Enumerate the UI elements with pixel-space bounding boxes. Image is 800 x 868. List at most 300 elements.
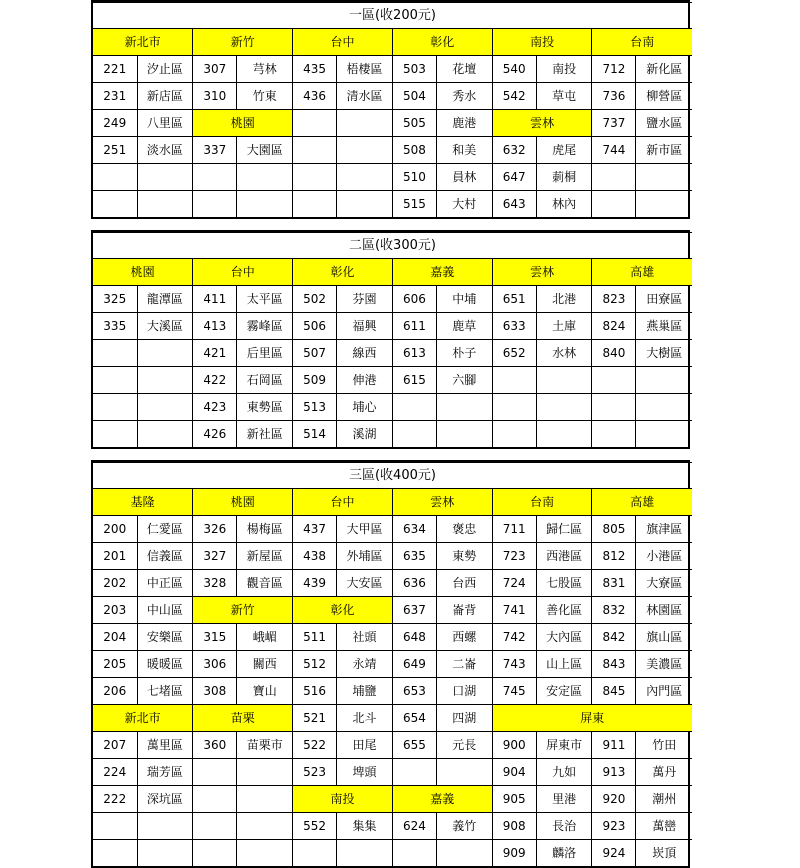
zone-title: 二區(收300元) bbox=[93, 233, 692, 259]
postal-code-cell: 741 bbox=[492, 597, 536, 624]
table-row bbox=[93, 191, 692, 218]
postal-code-cell bbox=[293, 191, 337, 218]
district-name-cell: 善化區 bbox=[536, 597, 592, 624]
district-name-cell: 土庫 bbox=[536, 313, 592, 340]
table-row bbox=[93, 29, 692, 56]
postal-code-cell bbox=[93, 340, 137, 367]
table-row bbox=[93, 110, 692, 137]
postal-code-cell: 505 bbox=[392, 110, 436, 137]
postal-code-cell: 842 bbox=[592, 624, 636, 651]
district-name-cell: 梧棲區 bbox=[337, 56, 393, 83]
postal-code-cell: 506 bbox=[293, 313, 337, 340]
postal-code-cell: 805 bbox=[592, 516, 636, 543]
district-name-cell: 崙背 bbox=[436, 597, 492, 624]
district-name-cell: 草屯 bbox=[536, 83, 592, 110]
postal-code-cell: 633 bbox=[492, 313, 536, 340]
postal-code-cell: 654 bbox=[392, 705, 436, 732]
postal-code-cell: 207 bbox=[93, 732, 137, 759]
postal-code-cell bbox=[492, 421, 536, 448]
district-name-cell: 虎尾 bbox=[536, 137, 592, 164]
postal-code-cell: 203 bbox=[93, 597, 137, 624]
district-name-cell: 苗栗市 bbox=[237, 732, 293, 759]
table-row bbox=[93, 786, 692, 813]
table-row bbox=[93, 705, 692, 732]
district-name-cell: 大溪區 bbox=[137, 313, 193, 340]
county-header: 屏東 bbox=[492, 705, 692, 732]
postal-code-cell: 510 bbox=[392, 164, 436, 191]
table-row bbox=[93, 597, 692, 624]
district-name-cell bbox=[137, 394, 193, 421]
district-name-cell bbox=[137, 840, 193, 867]
district-name-cell: 田寮區 bbox=[636, 286, 692, 313]
county-header: 嘉義 bbox=[392, 786, 492, 813]
postal-code-cell: 655 bbox=[392, 732, 436, 759]
postal-code-cell: 900 bbox=[492, 732, 536, 759]
district-name-cell: 伸港 bbox=[337, 367, 393, 394]
county-header: 台中 bbox=[293, 489, 393, 516]
county-header: 新竹 bbox=[193, 597, 293, 624]
postal-code-cell: 540 bbox=[492, 56, 536, 83]
table-row bbox=[93, 394, 692, 421]
district-name-cell: 歸仁區 bbox=[536, 516, 592, 543]
county-header: 雲林 bbox=[492, 259, 592, 286]
postal-code-cell bbox=[93, 421, 137, 448]
postal-code-cell: 712 bbox=[592, 56, 636, 83]
district-name-cell: 元長 bbox=[436, 732, 492, 759]
district-name-cell: 楊梅區 bbox=[237, 516, 293, 543]
postal-code-cell: 411 bbox=[193, 286, 237, 313]
county-header: 高雄 bbox=[592, 259, 692, 286]
postal-code-cell: 920 bbox=[592, 786, 636, 813]
county-header: 新北市 bbox=[93, 705, 193, 732]
postal-code-cell: 202 bbox=[93, 570, 137, 597]
district-name-cell: 四湖 bbox=[436, 705, 492, 732]
table-row bbox=[93, 83, 692, 110]
postal-code-cell: 222 bbox=[93, 786, 137, 813]
postal-code-cell: 249 bbox=[93, 110, 137, 137]
district-name-cell: 林內 bbox=[536, 191, 592, 218]
postal-code-cell: 231 bbox=[93, 83, 137, 110]
postal-code-cell: 204 bbox=[93, 624, 137, 651]
postal-code-cell bbox=[592, 367, 636, 394]
postal-code-cell: 439 bbox=[293, 570, 337, 597]
district-name-cell: 美濃區 bbox=[636, 651, 692, 678]
district-name-cell: 霧峰區 bbox=[237, 313, 293, 340]
county-header: 雲林 bbox=[492, 110, 592, 137]
postal-code-cell: 437 bbox=[293, 516, 337, 543]
district-name-cell: 員林 bbox=[436, 164, 492, 191]
district-name-cell: 石岡區 bbox=[237, 367, 293, 394]
zone-title: 一區(收200元) bbox=[93, 3, 692, 29]
postal-code-cell bbox=[392, 759, 436, 786]
postal-code-cell: 360 bbox=[193, 732, 237, 759]
postal-code-cell bbox=[93, 394, 137, 421]
district-name-cell bbox=[436, 394, 492, 421]
postal-code-cell: 438 bbox=[293, 543, 337, 570]
postal-code-cell: 205 bbox=[93, 651, 137, 678]
county-header: 彰化 bbox=[392, 29, 492, 56]
postal-code-cell bbox=[293, 840, 337, 867]
postal-code-cell: 908 bbox=[492, 813, 536, 840]
postal-code-cell bbox=[93, 191, 137, 218]
district-name-cell: 埔心 bbox=[337, 394, 393, 421]
postal-code-cell: 436 bbox=[293, 83, 337, 110]
postal-code-cell: 651 bbox=[492, 286, 536, 313]
postal-code-cell: 435 bbox=[293, 56, 337, 83]
postal-code-cell bbox=[492, 394, 536, 421]
district-name-cell: 北港 bbox=[536, 286, 592, 313]
district-name-cell: 褒忠 bbox=[436, 516, 492, 543]
postal-code-cell: 552 bbox=[293, 813, 337, 840]
district-name-cell: 七堵區 bbox=[137, 678, 193, 705]
district-name-cell bbox=[137, 164, 193, 191]
postal-code-cell: 643 bbox=[492, 191, 536, 218]
postal-code-cell: 632 bbox=[492, 137, 536, 164]
postal-code-cell: 224 bbox=[93, 759, 137, 786]
district-name-cell: 福興 bbox=[337, 313, 393, 340]
district-name-cell bbox=[436, 759, 492, 786]
postal-code-cell: 647 bbox=[492, 164, 536, 191]
postal-code-cell: 743 bbox=[492, 651, 536, 678]
table-row bbox=[93, 313, 692, 340]
postal-code-cell bbox=[193, 786, 237, 813]
postal-code-cell: 514 bbox=[293, 421, 337, 448]
postal-code-cell: 422 bbox=[193, 367, 237, 394]
county-header: 南投 bbox=[492, 29, 592, 56]
district-name-cell: 小港區 bbox=[636, 543, 692, 570]
postal-code-cell: 653 bbox=[392, 678, 436, 705]
district-name-cell bbox=[137, 367, 193, 394]
district-name-cell: 大安區 bbox=[337, 570, 393, 597]
postal-code-cell: 310 bbox=[193, 83, 237, 110]
postal-code-cell: 745 bbox=[492, 678, 536, 705]
county-header: 桃園 bbox=[93, 259, 193, 286]
district-name-cell bbox=[436, 421, 492, 448]
postal-code-cell: 542 bbox=[492, 83, 536, 110]
district-name-cell: 東勢 bbox=[436, 543, 492, 570]
district-name-cell: 大樹區 bbox=[636, 340, 692, 367]
county-header: 高雄 bbox=[592, 489, 692, 516]
postal-code-cell bbox=[193, 164, 237, 191]
district-name-cell bbox=[536, 367, 592, 394]
postal-code-cell: 812 bbox=[592, 543, 636, 570]
postal-code-cell: 845 bbox=[592, 678, 636, 705]
district-name-cell: 花壇 bbox=[436, 56, 492, 83]
district-name-cell: 后里區 bbox=[237, 340, 293, 367]
postal-code-cell: 328 bbox=[193, 570, 237, 597]
postal-code-cell: 315 bbox=[193, 624, 237, 651]
postal-code-cell bbox=[93, 367, 137, 394]
district-name-cell bbox=[636, 367, 692, 394]
postal-code-cell: 905 bbox=[492, 786, 536, 813]
district-name-cell: 八里區 bbox=[137, 110, 193, 137]
district-name-cell: 里港 bbox=[536, 786, 592, 813]
table-row bbox=[93, 543, 692, 570]
county-header: 台中 bbox=[193, 259, 293, 286]
district-name-cell: 集集 bbox=[337, 813, 393, 840]
postal-code-cell: 325 bbox=[93, 286, 137, 313]
zone-title: 三區(收400元) bbox=[93, 463, 692, 489]
postal-code-cell: 522 bbox=[293, 732, 337, 759]
district-name-cell: 大甲區 bbox=[337, 516, 393, 543]
district-name-cell: 中埔 bbox=[436, 286, 492, 313]
postal-code-cell: 742 bbox=[492, 624, 536, 651]
postal-code-cell: 624 bbox=[392, 813, 436, 840]
county-header: 台南 bbox=[592, 29, 692, 56]
postal-code-cell: 634 bbox=[392, 516, 436, 543]
district-name-cell: 口湖 bbox=[436, 678, 492, 705]
district-name-cell bbox=[636, 394, 692, 421]
district-name-cell: 萬里區 bbox=[137, 732, 193, 759]
postal-code-cell: 512 bbox=[293, 651, 337, 678]
district-name-cell: 仁愛區 bbox=[137, 516, 193, 543]
postal-code-cell bbox=[492, 367, 536, 394]
district-name-cell: 燕巢區 bbox=[636, 313, 692, 340]
district-name-cell bbox=[337, 840, 393, 867]
district-name-cell: 北斗 bbox=[337, 705, 393, 732]
district-name-cell bbox=[536, 421, 592, 448]
district-name-cell: 西港區 bbox=[536, 543, 592, 570]
district-name-cell: 和美 bbox=[436, 137, 492, 164]
postal-code-cell: 201 bbox=[93, 543, 137, 570]
postal-code-cell: 335 bbox=[93, 313, 137, 340]
zone-table-2 bbox=[91, 230, 690, 449]
district-name-cell: 永靖 bbox=[337, 651, 393, 678]
postal-code-cell: 426 bbox=[193, 421, 237, 448]
district-name-cell: 新屋區 bbox=[237, 543, 293, 570]
district-name-cell: 關西 bbox=[237, 651, 293, 678]
district-name-cell: 信義區 bbox=[137, 543, 193, 570]
postal-code-cell: 509 bbox=[293, 367, 337, 394]
postal-code-cell: 503 bbox=[392, 56, 436, 83]
postal-code-cell: 611 bbox=[392, 313, 436, 340]
district-name-cell bbox=[337, 164, 393, 191]
postal-code-cell: 606 bbox=[392, 286, 436, 313]
postal-code-cell: 337 bbox=[193, 137, 237, 164]
district-name-cell: 線西 bbox=[337, 340, 393, 367]
postal-code-cell bbox=[193, 191, 237, 218]
table-row bbox=[93, 489, 692, 516]
district-name-cell: 淡水區 bbox=[137, 137, 193, 164]
county-header: 桃園 bbox=[193, 110, 293, 137]
district-name-cell: 外埔區 bbox=[337, 543, 393, 570]
district-name-cell bbox=[137, 191, 193, 218]
table-row bbox=[93, 678, 692, 705]
district-name-cell: 田尾 bbox=[337, 732, 393, 759]
district-name-cell bbox=[636, 191, 692, 218]
postal-code-cell: 513 bbox=[293, 394, 337, 421]
postal-code-cell: 423 bbox=[193, 394, 237, 421]
postal-code-cell: 206 bbox=[93, 678, 137, 705]
district-name-cell: 新社區 bbox=[237, 421, 293, 448]
district-name-cell: 竹田 bbox=[636, 732, 692, 759]
district-name-cell: 瑞芳區 bbox=[137, 759, 193, 786]
postal-code-cell: 648 bbox=[392, 624, 436, 651]
district-name-cell bbox=[337, 110, 393, 137]
postal-code-cell: 504 bbox=[392, 83, 436, 110]
district-name-cell: 清水區 bbox=[337, 83, 393, 110]
postal-code-cell: 724 bbox=[492, 570, 536, 597]
postal-code-cell: 507 bbox=[293, 340, 337, 367]
county-header: 雲林 bbox=[392, 489, 492, 516]
county-header: 南投 bbox=[293, 786, 393, 813]
postal-code-cell: 736 bbox=[592, 83, 636, 110]
district-name-cell bbox=[137, 340, 193, 367]
district-name-cell: 台西 bbox=[436, 570, 492, 597]
county-header: 彰化 bbox=[293, 259, 393, 286]
postal-code-cell: 615 bbox=[392, 367, 436, 394]
postal-code-cell: 200 bbox=[93, 516, 137, 543]
district-name-cell: 秀水 bbox=[436, 83, 492, 110]
district-name-cell: 麟洛 bbox=[536, 840, 592, 867]
zone-table-1 bbox=[91, 0, 690, 219]
postal-code-cell bbox=[293, 164, 337, 191]
district-name-cell: 山上區 bbox=[536, 651, 592, 678]
district-name-cell: 旗山區 bbox=[636, 624, 692, 651]
district-name-cell: 二崙 bbox=[436, 651, 492, 678]
postal-code-cell: 909 bbox=[492, 840, 536, 867]
postal-code-cell bbox=[592, 191, 636, 218]
table-row bbox=[93, 56, 692, 83]
district-name-cell: 七股區 bbox=[536, 570, 592, 597]
postal-code-cell bbox=[592, 421, 636, 448]
district-name-cell: 西螺 bbox=[436, 624, 492, 651]
district-name-cell: 大內區 bbox=[536, 624, 592, 651]
district-name-cell: 中山區 bbox=[137, 597, 193, 624]
district-name-cell bbox=[237, 191, 293, 218]
district-name-cell: 中正區 bbox=[137, 570, 193, 597]
postal-code-cell: 326 bbox=[193, 516, 237, 543]
postal-code-cell bbox=[592, 394, 636, 421]
postal-code-cell bbox=[93, 813, 137, 840]
district-name-cell: 峨嵋 bbox=[237, 624, 293, 651]
district-name-cell: 新店區 bbox=[137, 83, 193, 110]
table-row bbox=[93, 570, 692, 597]
postal-code-cell: 515 bbox=[392, 191, 436, 218]
postal-code-cell: 711 bbox=[492, 516, 536, 543]
postal-code-cell: 652 bbox=[492, 340, 536, 367]
table-row bbox=[93, 840, 692, 867]
postal-code-cell bbox=[193, 813, 237, 840]
postal-code-cell: 636 bbox=[392, 570, 436, 597]
district-name-cell: 九如 bbox=[536, 759, 592, 786]
postal-code-cell: 913 bbox=[592, 759, 636, 786]
postal-code-cell bbox=[193, 759, 237, 786]
district-name-cell bbox=[237, 813, 293, 840]
district-name-cell: 內門區 bbox=[636, 678, 692, 705]
postal-code-cell: 823 bbox=[592, 286, 636, 313]
postal-code-cell: 523 bbox=[293, 759, 337, 786]
postal-code-cell: 221 bbox=[93, 56, 137, 83]
district-name-cell: 鹿草 bbox=[436, 313, 492, 340]
table-row bbox=[93, 732, 692, 759]
district-name-cell: 芬園 bbox=[337, 286, 393, 313]
district-name-cell: 觀音區 bbox=[237, 570, 293, 597]
district-name-cell: 安定區 bbox=[536, 678, 592, 705]
table-row bbox=[93, 340, 692, 367]
district-name-cell: 旗津區 bbox=[636, 516, 692, 543]
postal-code-cell: 904 bbox=[492, 759, 536, 786]
district-name-cell bbox=[636, 164, 692, 191]
postal-code-cell: 843 bbox=[592, 651, 636, 678]
table-row bbox=[93, 813, 692, 840]
zone-table-3 bbox=[91, 460, 690, 868]
postal-code-cell: 635 bbox=[392, 543, 436, 570]
postal-code-cell: 840 bbox=[592, 340, 636, 367]
postal-code-cell: 327 bbox=[193, 543, 237, 570]
district-name-cell: 汐止區 bbox=[137, 56, 193, 83]
postal-code-cell: 508 bbox=[392, 137, 436, 164]
district-name-cell: 埤頭 bbox=[337, 759, 393, 786]
county-header: 基隆 bbox=[93, 489, 193, 516]
postal-code-cell: 306 bbox=[193, 651, 237, 678]
postal-code-cell: 521 bbox=[293, 705, 337, 732]
postal-code-cell: 723 bbox=[492, 543, 536, 570]
district-name-cell: 崁頂 bbox=[636, 840, 692, 867]
postal-code-cell: 831 bbox=[592, 570, 636, 597]
district-name-cell: 萬巒 bbox=[636, 813, 692, 840]
postal-code-cell: 744 bbox=[592, 137, 636, 164]
postal-code-cell: 307 bbox=[193, 56, 237, 83]
table-row bbox=[93, 624, 692, 651]
county-header: 桃園 bbox=[193, 489, 293, 516]
district-name-cell: 義竹 bbox=[436, 813, 492, 840]
postal-code-cell bbox=[293, 137, 337, 164]
table-row bbox=[93, 137, 692, 164]
district-name-cell: 深坑區 bbox=[137, 786, 193, 813]
table-row bbox=[93, 651, 692, 678]
district-name-cell: 莿桐 bbox=[536, 164, 592, 191]
table-row bbox=[93, 421, 692, 448]
district-name-cell: 龍潭區 bbox=[137, 286, 193, 313]
district-name-cell: 大村 bbox=[436, 191, 492, 218]
postal-code-cell: 737 bbox=[592, 110, 636, 137]
district-name-cell: 潮州 bbox=[636, 786, 692, 813]
district-name-cell: 芎林 bbox=[237, 56, 293, 83]
postal-code-cell bbox=[392, 421, 436, 448]
postal-code-cell: 421 bbox=[193, 340, 237, 367]
district-name-cell bbox=[137, 421, 193, 448]
district-name-cell: 六腳 bbox=[436, 367, 492, 394]
district-name-cell bbox=[237, 840, 293, 867]
table-row bbox=[93, 286, 692, 313]
district-name-cell: 大園區 bbox=[237, 137, 293, 164]
district-name-cell: 寶山 bbox=[237, 678, 293, 705]
district-name-cell: 新市區 bbox=[636, 137, 692, 164]
district-name-cell: 溪湖 bbox=[337, 421, 393, 448]
postal-code-cell: 832 bbox=[592, 597, 636, 624]
postal-code-cell: 824 bbox=[592, 313, 636, 340]
district-name-cell: 東勢區 bbox=[237, 394, 293, 421]
district-name-cell: 太平區 bbox=[237, 286, 293, 313]
district-name-cell bbox=[436, 840, 492, 867]
postal-code-cell bbox=[592, 164, 636, 191]
postal-code-cell: 511 bbox=[293, 624, 337, 651]
postal-code-cell bbox=[93, 164, 137, 191]
district-name-cell: 朴子 bbox=[436, 340, 492, 367]
table-row bbox=[93, 367, 692, 394]
district-name-cell bbox=[636, 421, 692, 448]
postal-code-cell bbox=[392, 840, 436, 867]
postal-code-cell: 923 bbox=[592, 813, 636, 840]
county-header: 彰化 bbox=[293, 597, 393, 624]
district-name-cell: 萬丹 bbox=[636, 759, 692, 786]
postal-code-cell: 924 bbox=[592, 840, 636, 867]
table-row bbox=[93, 516, 692, 543]
table-row bbox=[93, 759, 692, 786]
district-name-cell bbox=[337, 191, 393, 218]
postal-code-cell bbox=[93, 840, 137, 867]
